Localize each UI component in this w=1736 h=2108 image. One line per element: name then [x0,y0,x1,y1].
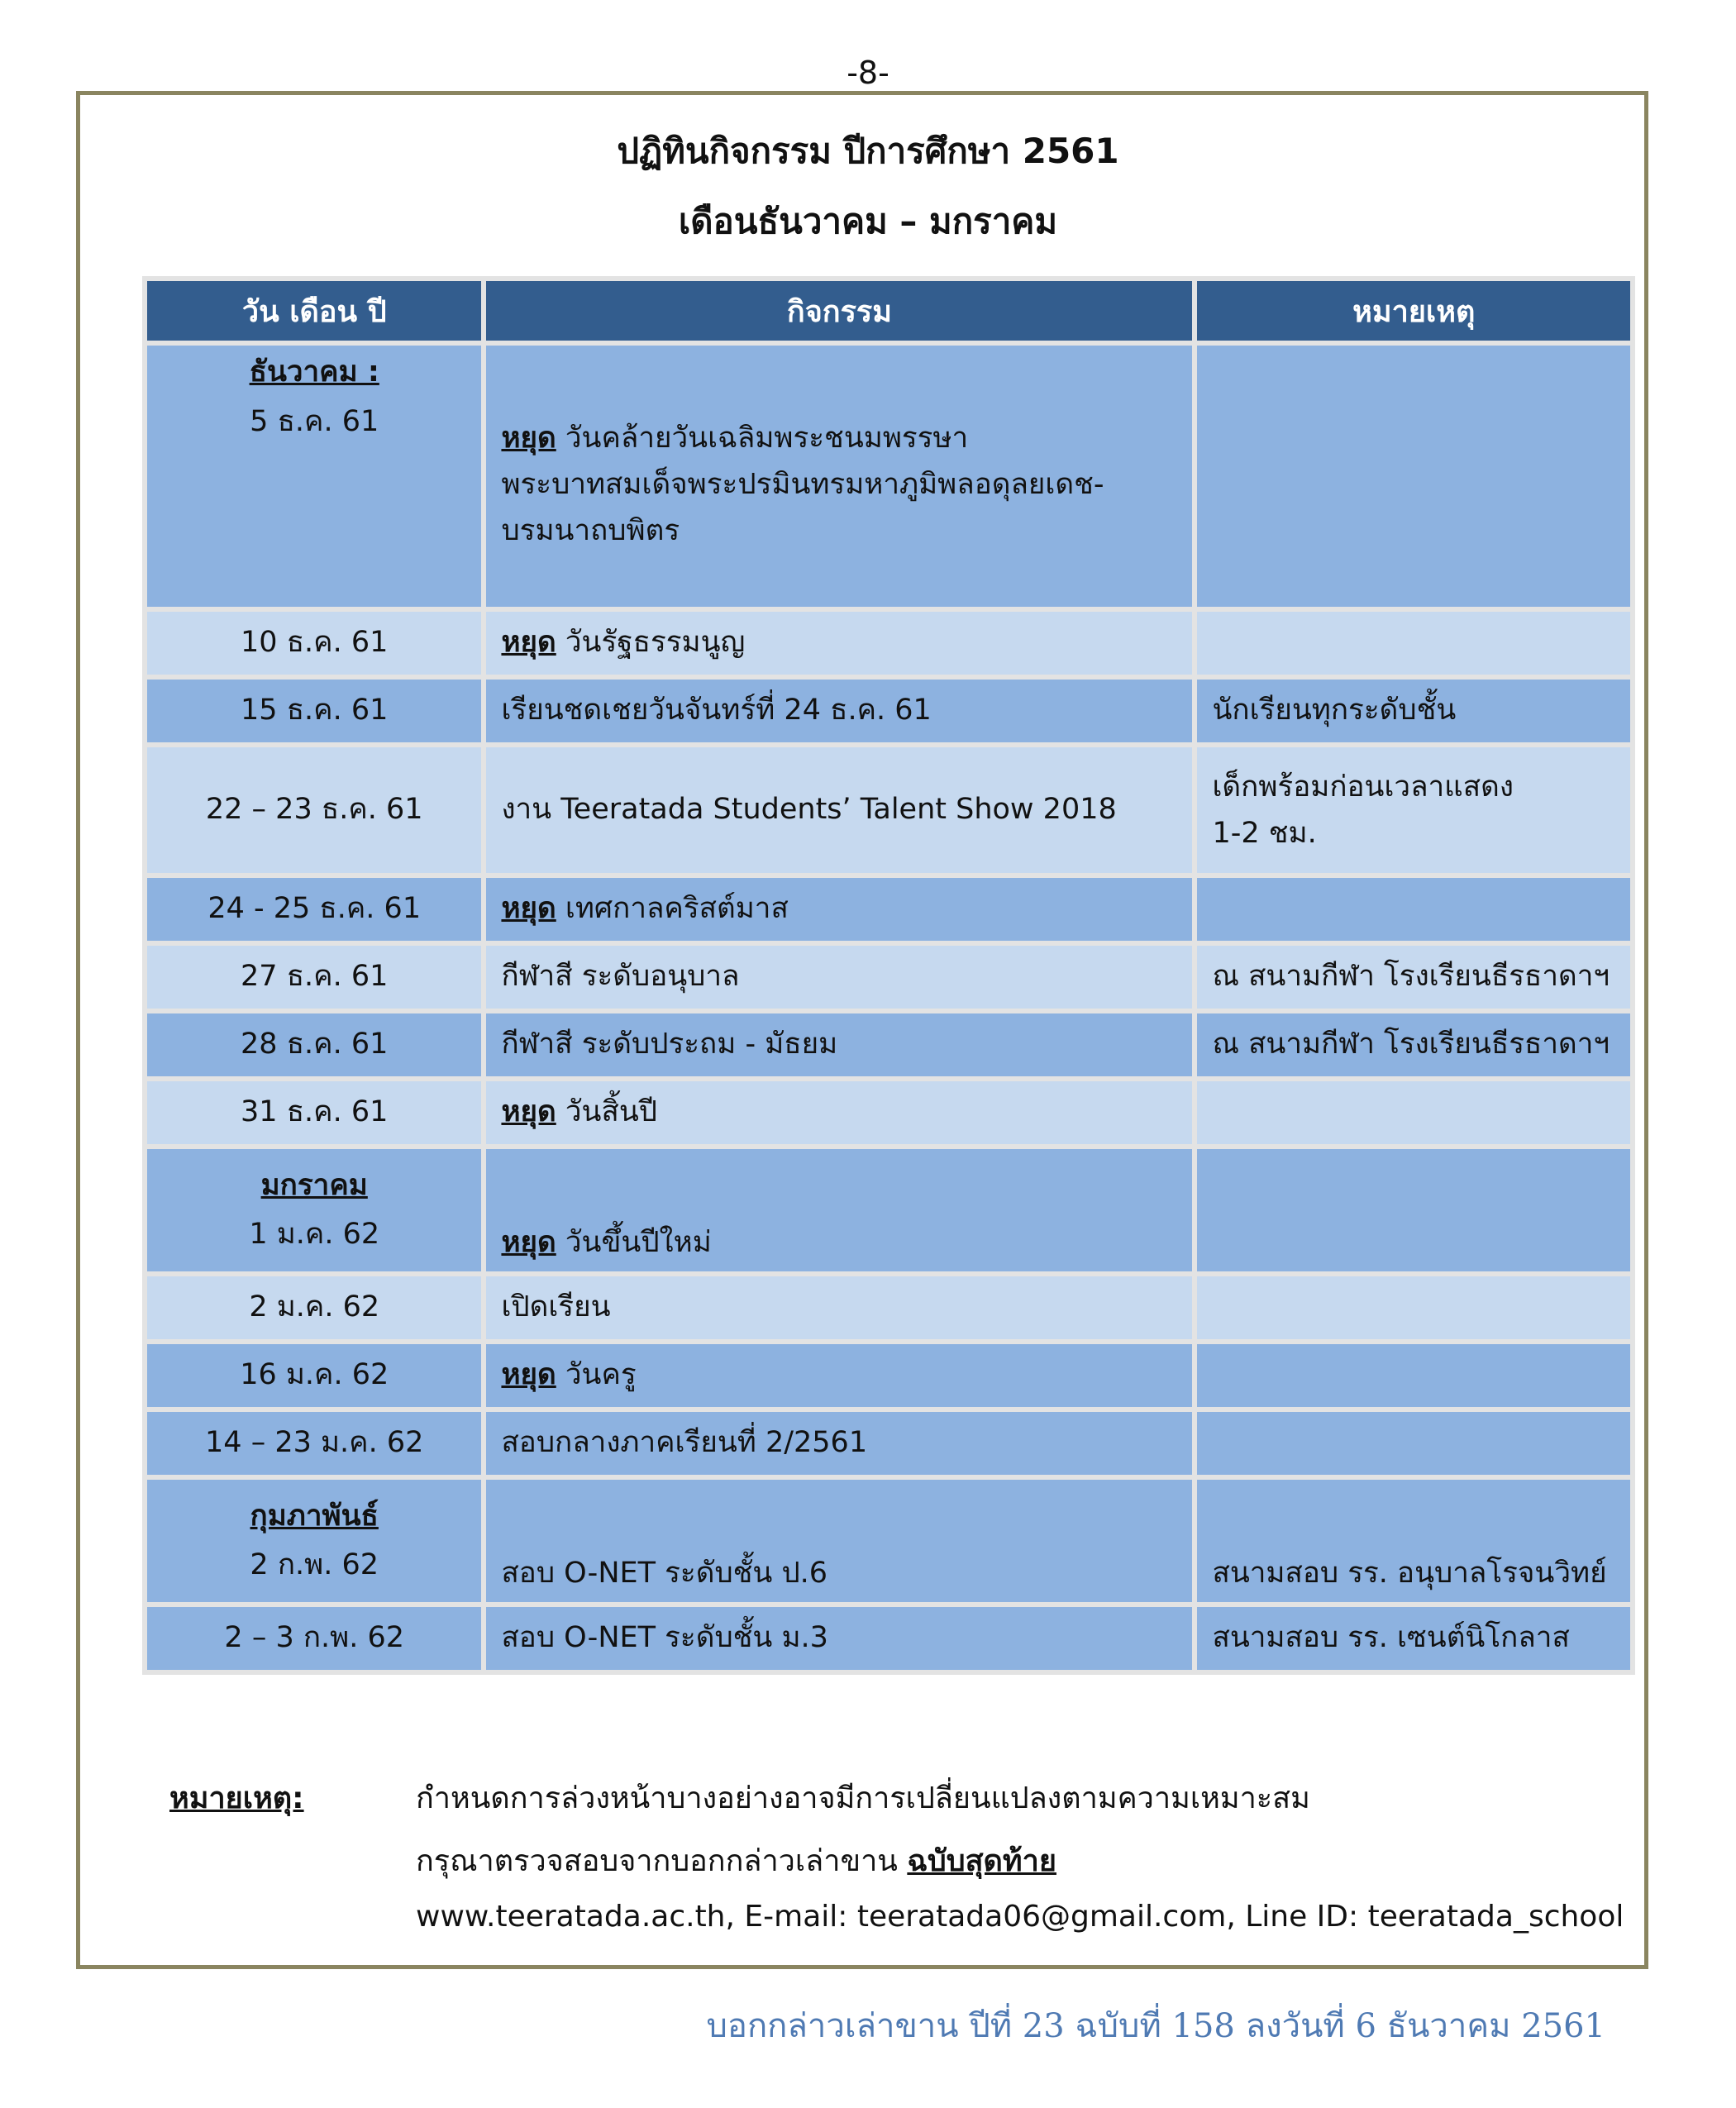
activity-text: วันรัฐธรรมนูญ [565,626,746,660]
activity-cell: สอบกลางภาคเรียนที่ 2/2561 [486,1412,1192,1475]
note-cell: สนามสอบ รร. อนุบาลโรจนวิทย์ [1197,1480,1630,1602]
table-row [147,747,1630,873]
holiday-label: หยุด [501,1358,556,1392]
remarks-line-2-text: กรุณาตรวจสอบจากบอกกล่าวเล่าขาน [416,1844,898,1878]
activity-cell [486,346,1192,607]
note-cell [1197,1412,1630,1475]
date-text: 1 ม.ค. 62 [249,1218,380,1251]
table-row [147,946,1630,1009]
note-cell: นักเรียนทุกระดับชั้น [1197,680,1630,742]
note-line: เด็กพร้อมก่อนเวลาแสดง [1212,770,1514,804]
activity-text: วันครู [565,1358,637,1392]
date-cell [147,1149,481,1271]
activity-cell: สอบ O-NET ระดับชั้น ม.3 [486,1607,1192,1670]
date-cell: 28 ธ.ค. 61 [147,1013,481,1076]
table-row [147,1480,1630,1602]
table-row [147,1607,1630,1670]
date-cell [147,1480,481,1602]
activity-cell: สอบ O-NET ระดับชั้น ป.6 [486,1480,1192,1602]
table-header-row [147,281,1630,341]
note-cell: ณ สนามกีฬา โรงเรียนธีรธาดาฯ [1197,1013,1630,1076]
activity-cell [486,1344,1192,1407]
table-row [147,346,1630,607]
remarks-line-2 [416,1837,1056,1884]
holiday-label: หยุด [501,892,556,926]
final-edition-emphasis: ฉบับสุดท้าย [907,1844,1056,1878]
page-title: ปฏิทินกิจกรรม ปีการศึกษา 2561 [617,131,1119,171]
note-cell [1197,1149,1630,1271]
remarks-line-1: กำหนดการล่วงหน้าบางอย่างอาจมีการเปลี่ยนแปลงตามความเหมาะสม [416,1781,1310,1815]
table-row [147,1081,1630,1144]
note-cell [1197,878,1630,941]
activity-cell: กีฬาสี ระดับอนุบาล [486,946,1192,1009]
date-cell: 24 - 25 ธ.ค. 61 [147,878,481,941]
date-cell [147,346,481,607]
activity-cell [486,878,1192,941]
table-row [147,1412,1630,1475]
table-row [147,1013,1630,1076]
table-row [147,612,1630,675]
remarks-label: หมายเหตุ: [169,1781,304,1815]
activity-cell: กีฬาสี ระดับประถม - มัธยม [486,1013,1192,1076]
month-label: ธันวาคม : [249,355,379,389]
month-label: มกราคม [260,1168,368,1202]
note-cell [1197,346,1630,607]
table-row [147,1149,1630,1271]
month-label: กุมภาพันธ์ [250,1499,379,1533]
table-row [147,878,1630,941]
note-cell [1197,1344,1630,1407]
activity-line: พระบาทสมเด็จพระปรมินทรมหาภูมิพลอดุลยเดช- [501,468,1104,501]
activity-cell: งาน Teeratada Students’ Talent Show 2018 [486,747,1192,873]
holiday-label: หยุด [501,626,556,660]
page-subtitle: เดือนธันวาคม – มกราคม [678,201,1058,241]
activity-line: บรมนาถบพิตร [501,514,680,547]
date-cell: 10 ธ.ค. 61 [147,612,481,675]
date-cell: 22 – 23 ธ.ค. 61 [147,747,481,873]
note-line: 1-2 ชม. [1212,817,1317,850]
activity-calendar-table [142,276,1635,1675]
holiday-label: หยุด [501,1095,556,1129]
note-cell [1197,612,1630,675]
date-cell: 14 – 23 ม.ค. 62 [147,1412,481,1475]
holiday-label: หยุด [501,422,556,455]
date-cell: 2 – 3 ก.พ. 62 [147,1607,481,1670]
date-text: 2 ก.พ. 62 [250,1548,379,1581]
note-cell: สนามสอบ รร. เซนต์นิโกลาส [1197,1607,1630,1670]
note-cell [1197,747,1630,873]
date-cell: 31 ธ.ค. 61 [147,1081,481,1144]
activity-line: วันคล้ายวันเฉลิมพระชนมพรรษา [565,422,969,455]
activity-text: วันขึ้นปีใหม่ [565,1225,712,1259]
table-row [147,1276,1630,1339]
date-cell: 15 ธ.ค. 61 [147,680,481,742]
header-date: วัน เดือน ปี [147,281,481,341]
contact-info: www.teeratada.ac.th, E-mail: teeratada06@gmail.com, Line ID: teeratada_school [416,1900,1624,1934]
date-cell: 27 ธ.ค. 61 [147,946,481,1009]
activity-cell: เรียนชดเชยวันจันทร์ที่ 24 ธ.ค. 61 [486,680,1192,742]
note-cell: ณ สนามกีฬา โรงเรียนธีรธาดาฯ [1197,946,1630,1009]
activity-cell [486,1149,1192,1271]
activity-cell [486,612,1192,675]
newsletter-footer: บอกกล่าวเล่าขาน ปีที่ 23 ฉบับที่ 158 ลงวันที่ 6 ธันวาคม 2561 [706,2007,1605,2045]
activity-text: เทศกาลคริสต์มาส [565,892,789,926]
table-row [147,1344,1630,1407]
holiday-label: หยุด [501,1225,556,1259]
date-text: 5 ธ.ค. 61 [250,404,379,438]
note-cell [1197,1081,1630,1144]
date-cell: 16 ม.ค. 62 [147,1344,481,1407]
note-cell [1197,1276,1630,1339]
activity-cell [486,1081,1192,1144]
header-note: หมายเหตุ [1197,281,1630,341]
activity-text: วันสิ้นปี [565,1095,657,1129]
table-row [147,680,1630,742]
page-number: -8- [847,55,889,91]
date-cell: 2 ม.ค. 62 [147,1276,481,1339]
header-activity: กิจกรรม [486,281,1192,341]
activity-cell: เปิดเรียน [486,1276,1192,1339]
